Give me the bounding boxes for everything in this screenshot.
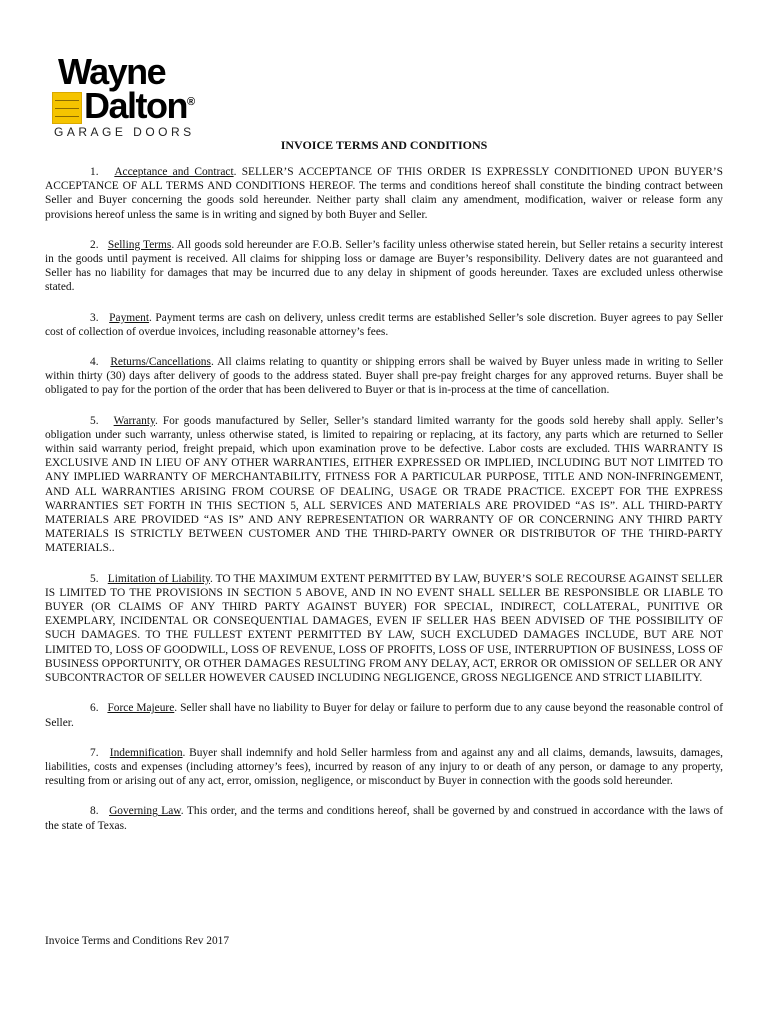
section-governing-law — [45, 804, 723, 832]
section-limitation-of-liability — [45, 572, 723, 686]
section-heading: Acceptance and Contract — [114, 166, 234, 178]
registered-mark: ® — [187, 96, 194, 108]
section-number: 2. — [90, 238, 99, 251]
section-body: . SELLER’S ACCEPTANCE OF THIS ORDER IS EXPRESSLY CONDITIONED UPON BUYER’S ACCEPTANCE OF ALL TERMS AND CONDITIONS HEREOF. The terms and conditions hereof shall constitute the binding contract between Seller and Buyer concerning the goods sold hereunder. Neither party shall claim any amendment, modification, waiver or release form any provisions hereof unless the same is in writing and signed by both Buyer and Seller. — [45, 166, 723, 221]
section-body: . Seller shall have no liability to Buyer for delay or failure to perform due to any cause beyond the reasonable control of Seller. — [45, 702, 723, 729]
section-force-majeure — [45, 701, 723, 729]
section-acceptance — [45, 165, 723, 222]
section-number: 3. — [90, 311, 99, 324]
section-body: . All claims relating to quantity or shipping errors shall be waived by Buyer unless made in writing to Seller within thirty (30) days after delivery of goods to the address stated. Buyer shall pre-pay freight charges for any approved returns. Buyer shall be obligated to pay for the portion of the order that has been delivered to Buyer or that is in-process at the time of cancellation. — [45, 356, 723, 397]
document-title: INVOICE TERMS AND CONDITIONS — [280, 138, 488, 152]
document-footer: Invoice Terms and Conditions Rev 2017 — [45, 935, 230, 947]
section-number: 7. — [90, 746, 99, 759]
section-returns — [45, 355, 723, 398]
section-number: 8. — [90, 805, 99, 818]
section-heading: Limitation of Liability — [107, 572, 210, 585]
section-body: . TO THE MAXIMUM EXTENT PERMITTED BY LAW, BUYER’S SOLE RECOURSE AGAINST SELLER IS LIMITED TO THE PROVISIONS IN SECTION 5 ABOVE, AND IN NO EVENT SHALL SELLER BE RESPONSIBLE OR LIABLE TO BUYER (OR CLAIMS OF ANY THIRD PARTY AGAINST BUYER) FOR SPECIAL, INDIRECT, COLLATERAL, PUNITIVE OR EXEMPLARY, INCIDENTAL OR CONSEQUENTIAL DAMAGES, EVEN IF SELLER HAS BEEN ADVISED OF THE POSSIBILITY OF SUCH DAMAGES. TO THE FULLEST EXTENT PERMITTED BY LAW, SUCH EXCLUDED DAMAGES INCLUDE, BUT ARE NOT LIMITED TO, LOSS OF GOODWILL, LOSS OF REVENUE, LOSS OF PROFITS, LOSS OF USE, INTERRUPTION OF BUSINESS, LOSS OF BUSINESS OPPORTUNITY, OR OTHER DAMAGES RESULTING FROM ANY DELAY, ACT, ERROR OR OMISSION OF SELLER OR ANY SUBCONTRACTOR OF SELLER HOWEVER CAUSED INCLUDING NEGLIGENCE, GROSS NEGLIGENCE AND STRICT LIABILITY. — [45, 572, 723, 685]
section-body: . Buyer shall indemnify and hold Seller harmless from and against any and all claims, demands, lawsuits, damages, liabilities, costs and expenses (including attorney’s fees), incurred by reason of any injury to or death of any person, or damage to any property, resulting from or arising out of any act, error, omission, negligence, or misconduct by Buyer in connection with the goods sold hereunder. — [45, 746, 723, 788]
section-number: 5. — [90, 414, 99, 427]
section-heading: Governing Law — [109, 805, 181, 818]
section-body: . For goods manufactured by Seller, Seller’s standard limited warranty for the goods sold hereby shall apply. Seller’s obligation under such warranty, unless otherwise stated, is limited to repairing or replacing, at its factory, any parts which are returned to Seller within said warranty period, freight prepaid, which upon examination prove to be defective. Labor costs are excluded. THIS WARRANTY IS EXCLUSIVE AND IN LIEU OF ANY OTHER WARRANTIES, EITHER EXPRESSED OR IMPLIED, INCLUDING BUT NOT LIMITED TO ANY IMPLIED WARRANTY OF MERCHANTABILITY, FITNESS FOR A PARTICULAR PURPOSE, TITLE AND NON-INFRINGEMENT, AND ALL WARRANTIES ARISING FROM COURSE OF DEALING, USAGE OR TRADE PRACTICE. EXCEPT FOR THE EXPRESS WARRANTIES SET FORTH IN THIS SECTION 5, ALL SERVICES AND MATERIALS ARE PROVIDED “AS IS”. ALL THIRD-PARTY MATERIALS ARE PROVIDED “AS IS” AND ANY REPRESENTATION OR WARRANTY OF OR CONCERNING ANY THIRD PARTY MATERIALS IS STRICTLY BETWEEN CUSTOMER AND THE THIRD-PARTY OWNER OR DISTRIBUTOR OF THE THIRD-PARTY MATERIALS.. — [45, 414, 723, 555]
section-body: . All goods sold hereunder are F.O.B. Seller’s facility unless otherwise stated herein, but Seller retains a security interest in the goods until payment is received. All claims for shipping loss or damage are Buyer’s responsibility. Delivery dates are not guaranteed and Seller has no liability for damages that may be incurred due to any delay in shipment of goods hereunder. Taxes are excluded unless otherwise stated. — [45, 238, 723, 294]
section-number: 5. — [90, 572, 99, 585]
section-heading: Force Majeure — [107, 702, 175, 715]
section-heading: Payment — [109, 311, 150, 324]
section-payment — [45, 311, 723, 339]
section-body: . Payment terms are cash on delivery, unless credit terms are established Seller’s sole discretion. Buyer agrees to pay Seller cost of collection of overdue invoices, including reasonable attorney’s fees. — [45, 311, 723, 338]
wayne-dalton-logo — [52, 51, 222, 139]
section-heading: Warranty — [113, 414, 155, 427]
terms-body — [45, 165, 723, 849]
section-heading: Indemnification — [109, 746, 183, 759]
section-number: 4. — [90, 356, 99, 369]
section-heading: Returns/Cancellations — [110, 356, 211, 369]
garage-door-icon — [52, 92, 82, 124]
section-selling-terms — [45, 238, 723, 295]
section-indemnification — [45, 746, 723, 789]
section-warranty — [45, 414, 723, 556]
section-number: 1. — [90, 166, 99, 178]
section-body: . This order, and the terms and conditions hereof, shall be governed by and construed in accordance with the laws of the state of Texas. — [45, 805, 723, 832]
logo-tagline: GARAGE DOORS — [54, 125, 195, 139]
logo-wayne: Wayne — [58, 51, 166, 92]
logo-dalton: Dalton® — [84, 85, 194, 126]
section-number: 6. — [90, 702, 99, 715]
section-heading: Selling Terms — [107, 238, 172, 251]
